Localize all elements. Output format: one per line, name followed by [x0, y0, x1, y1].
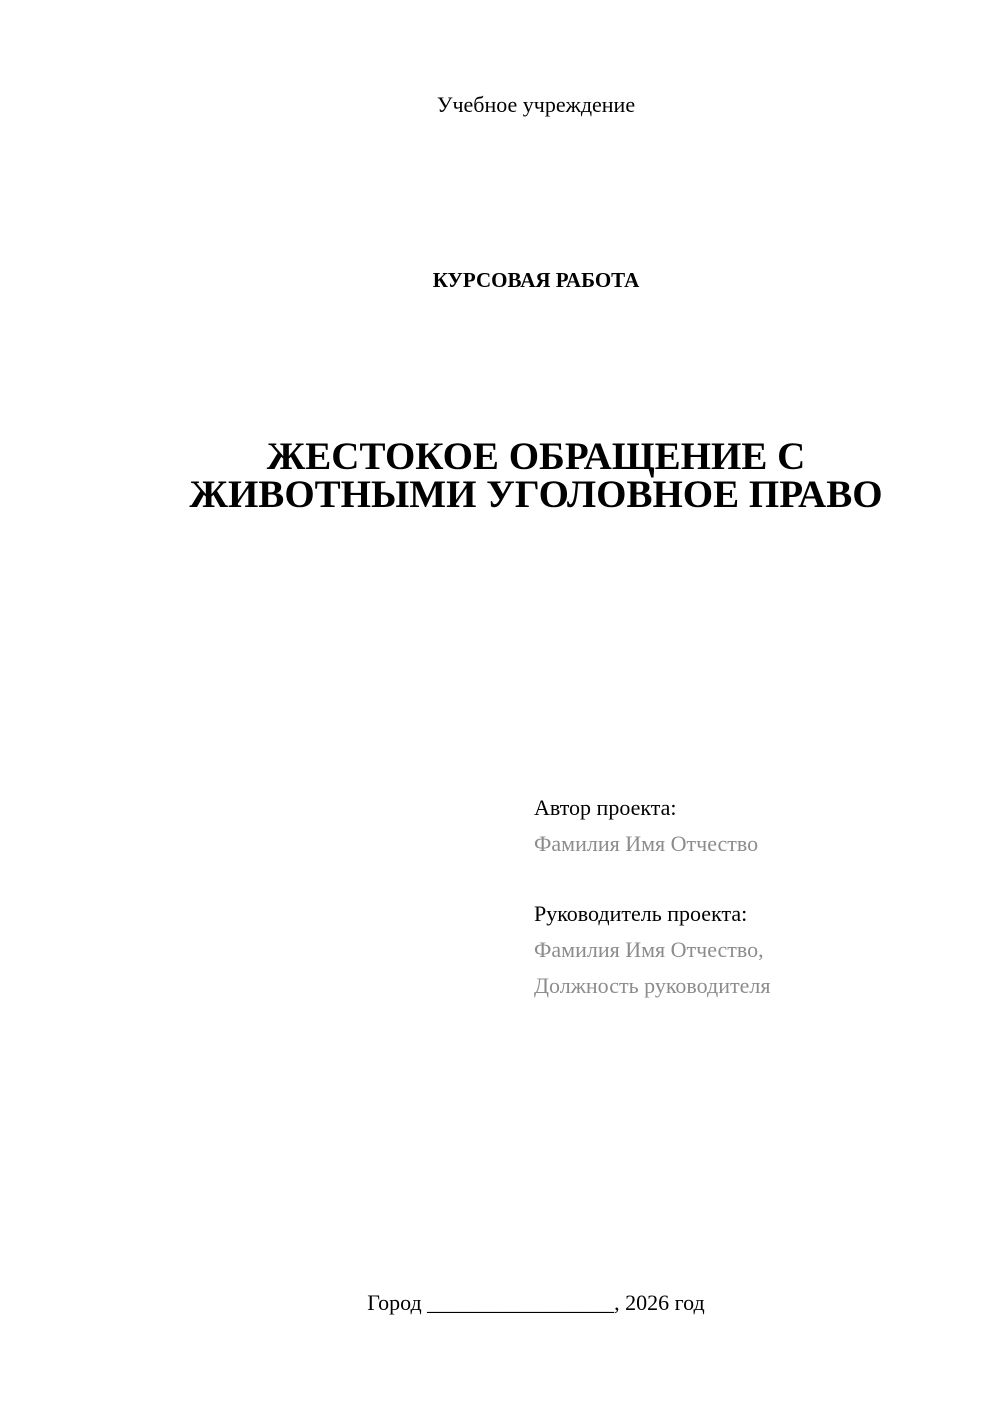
- title-line-1: ЖЕСТОКОЕ ОБРАЩЕНИЕ С: [266, 435, 806, 478]
- supervisor-label: Руководитель проекта:: [534, 901, 748, 926]
- author-name-placeholder: Фамилия Имя Отчество: [534, 831, 759, 856]
- city-year-line: Город _________________, 2026 год: [367, 1290, 705, 1315]
- work-type-heading: КУРСОВАЯ РАБОТА: [432, 268, 640, 292]
- title-line-2: ЖИВОТНЫМИ УГОЛОВНОЕ ПРАВО: [189, 473, 883, 516]
- supervisor-name-placeholder: Фамилия Имя Отчество,: [534, 937, 764, 962]
- project-info-block: [534, 790, 770, 1004]
- author-label: Автор проекта:: [534, 795, 677, 820]
- info-spacer: [534, 862, 770, 896]
- supervisor-position-placeholder: Должность руководителя: [534, 973, 771, 998]
- document-title: [0, 435, 1000, 516]
- institution-name: Учебное учреждение: [436, 92, 636, 117]
